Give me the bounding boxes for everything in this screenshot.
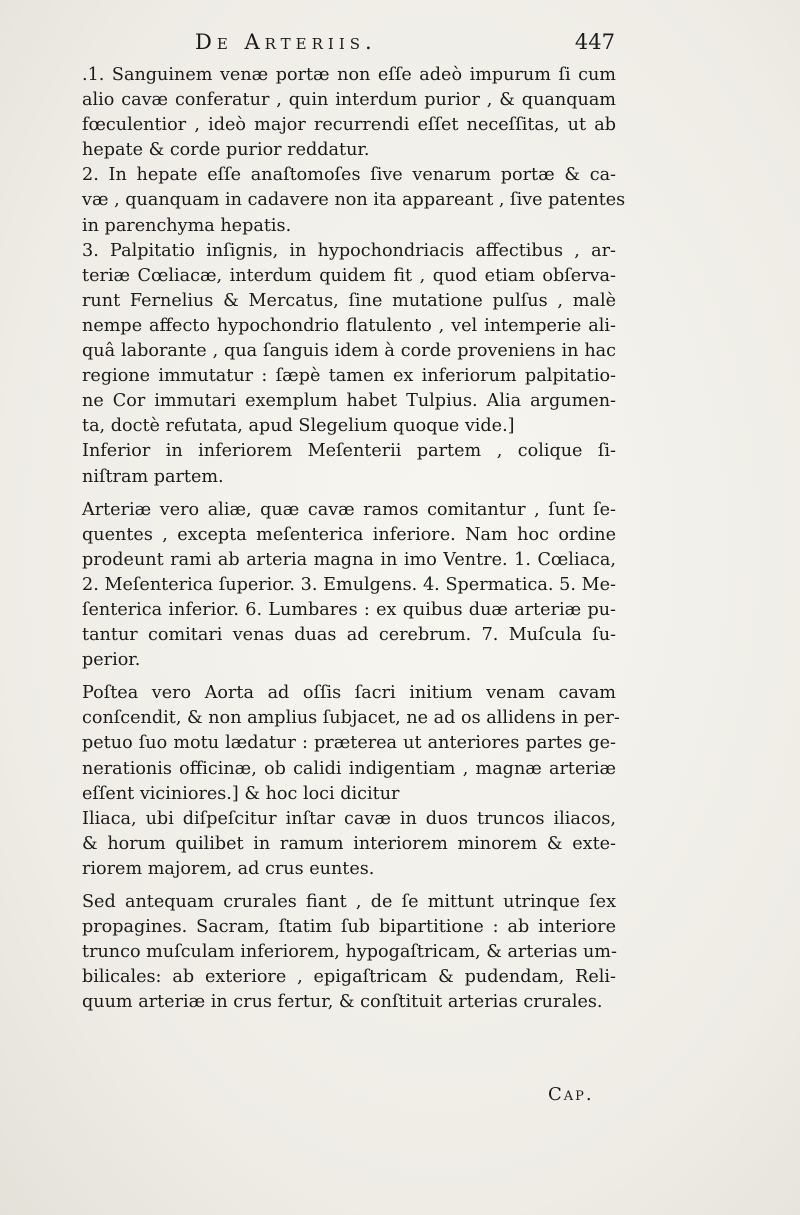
text-line: prodeunt rami ab arteria magna in imo Ventre. 1. Cœliaca, [82,549,616,570]
text-line: in parenchyma hepatis. [82,215,292,236]
text-line: propagines. Sacram, ſtatim ſub bipartitione : ab interiore [82,917,616,938]
text-line: Arteriæ vero aliæ, quæ cavæ ramos comitantur , ſunt ſe- [82,499,616,520]
text-line: petuo ſuo motu lædatur : præterea ut anteriores partes ge- [82,733,616,754]
text-line: quâ laborante , qua ſanguis idem à corde proveniens in hac [82,341,616,362]
text-line: ne Cor immutari exemplum habet Tulpius. Alia argumen- [82,391,616,412]
text-line: regione immutatur : ſæpè tamen ex inferiorum palpitatio- [82,366,616,387]
text-line: nempe affecto hypochondrio flatulento , vel intemperie ali- [82,315,616,336]
text-line: nerationis officinæ, ob calidi indigentiam , magnæ arteriæ [82,758,616,779]
page-number: 447 [574,30,615,54]
text-line: 3. Palpitatio inſignis, in hypochondriacis affectibus , ar- [82,240,616,261]
text-line: Iliaca, ubi diſpeſcitur inſtar cavæ in duos truncos iliacos, [82,808,616,829]
page-header [195,30,615,62]
text-line: ſenterica inferior. 6. Lumbares : ex quibus duæ arteriæ pu- [82,599,616,620]
text-line: quentes , excepta meſenterica inferiore. Nam hoc ordine [82,524,616,545]
text-line: runt Fernelius & Mercatus, ſine mutatione pulſus , malè [82,290,616,311]
text-line: perior. [82,650,141,671]
text-line: quum arteriæ in crus fertur, & conſtituit arterias crurales. [82,992,603,1013]
text-line: eſſent viciniores.] & hoc loci dicitur [82,783,400,804]
text-line: fœculentior , ideò major recurrendi eſſet neceſſitas, ut ab [82,115,616,136]
body-text [82,63,626,1015]
text-line: ta, doctè refutata, apud Slegelium quoque vide.] [82,416,515,437]
text-line: conſcendit, & non amplius ſubjacet, ne ad os allidens in per- [82,708,620,729]
text-line: & horum quilibet in ramum interiorem minorem & exte- [82,833,616,854]
text-line: trunco muſculam inferiorem, hypogaſtricam, & arterias um- [82,942,617,963]
text-line: hepate & corde purior reddatur. [82,140,370,161]
text-line: Sed antequam crurales fiant , de ſe mittunt utrinque ſex [82,892,616,912]
text-line: alio cavæ conferatur , quin interdum purior , & quanquam [82,90,616,111]
text-line: niſtram partem. [82,466,224,487]
text-line: .1. Sanguinem venæ portæ non eſſe adeò impurum ſi cum [82,65,616,85]
text-line: Inferior in inferiorem Meſenterii partem , colique ſi- [82,441,616,462]
running-title: De Arteriis. [195,30,377,54]
catchword: Cap. [548,1084,594,1105]
text-line: tantur comitari venas duas ad cerebrum. 7. Muſcula ſu- [82,625,616,646]
text-line: 2. Meſenterica ſuperior. 3. Emulgens. 4. Spermatica. 5. Me- [82,574,616,595]
text-line: teriæ Cœliacæ, interdum quidem fit , quod etiam obſerva- [82,265,616,286]
text-line: bilicales: ab exteriore , epigaſtricam & pudendam, Reli- [82,967,616,988]
text-line: riorem majorem, ad crus euntes. [82,858,375,879]
text-line: Poſtea vero Aorta ad oſſis ſacri initium venam cavam [82,683,616,704]
text-line: væ , quanquam in cadavere non ita appareant , ſive patentes [82,190,626,211]
text-line: 2. In hepate eſſe anaſtomoſes ſive venarum portæ & ca- [82,165,616,186]
